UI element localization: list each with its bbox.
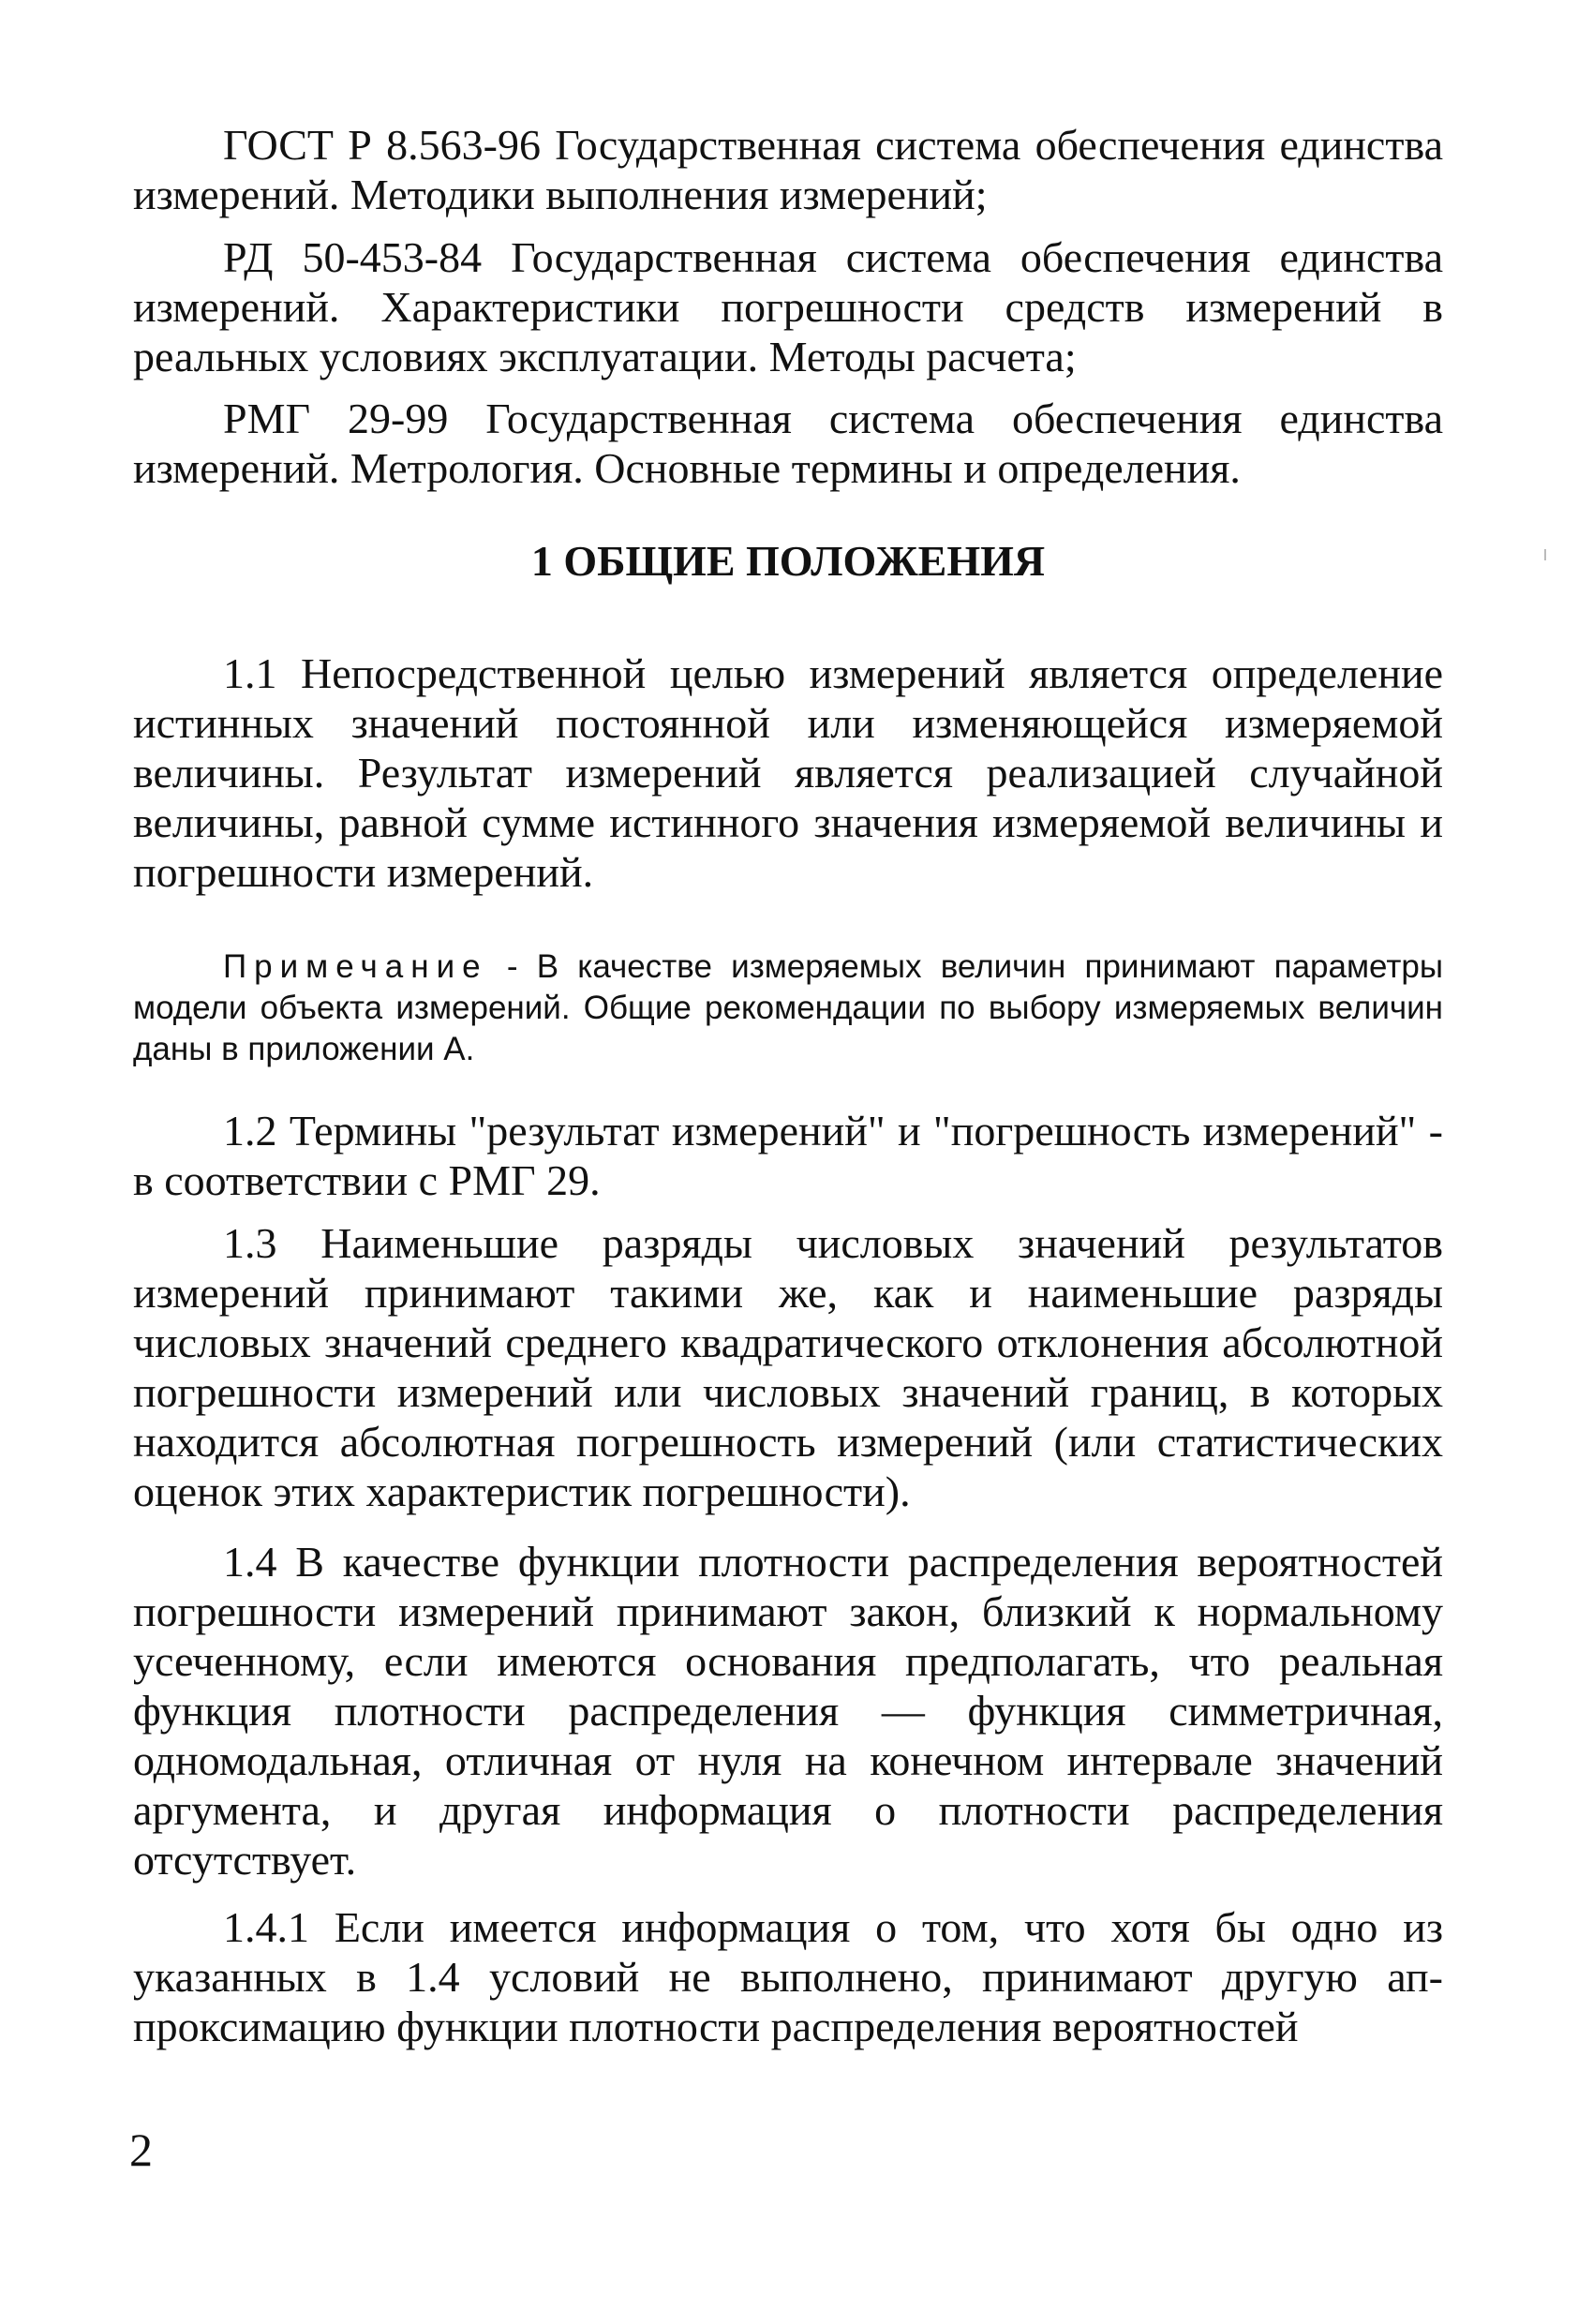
note-label: Примечание bbox=[223, 948, 488, 985]
reference-rmg-29-99: РМГ 29-99 Государственная система обеспечения единства измерений. Метрология. Основные термины и определения. bbox=[133, 395, 1443, 492]
scan-artifact bbox=[1544, 549, 1546, 560]
page-number: 2 bbox=[129, 2123, 153, 2176]
clause-1-4: 1.4 В качестве функции плотности распределения вероятностей погрешности измерений принимают закон, близкий к нормальному усеченному, если имеются основания предполагать, что реальная функция плотности распределения — функция симметричная, одномодальная, отличная от нуля на конечном интервале значений аргумента, и другая информация о плотности распределения отсутствует. bbox=[133, 1538, 1443, 1884]
clause-1-3: 1.3 Наименьшие разряды числовых значений результатов измерений принимают такими же, как и наименьшие разряды числовых значений среднего квадратического отклонения абсолютной погрешности измерений или числовых значений границ, в которых находится абсолютная погрешность измерений (или статистических оценок этих характеристик погрешности). bbox=[133, 1219, 1443, 1515]
note-text: - В качестве измеряемых величин принимают параметры модели объекта измерений. Общие рекомендации по выбору измеряемых величин даны в приложении А. bbox=[133, 948, 1443, 1067]
clause-1-2: 1.2 Термины "результат измерений" и "погрешность измерений" - в соответствии с РМГ 29. bbox=[133, 1107, 1443, 1204]
clause-1-4-1: 1.4.1 Если имеется информация о том, что хотя бы одно из указанных в 1.4 условий не выполнено, принимают другую аппроксимацию функции плотности распределения вероятностей bbox=[133, 1903, 1443, 2050]
reference-gost-r-8-563: ГОСТ Р 8.563-96 Государственная система обеспечения единства измерений. Методики выполнения измерений; bbox=[133, 121, 1443, 218]
reference-rd-50-453: РД 50-453-84 Государственная система обеспечения единства измерений. Характеристики погрешности средств измерений в реальных условиях эксплуатации. Методы расчета; bbox=[133, 233, 1443, 380]
clause-1-1: 1.1 Непосредственной целью измерений является определение истинных значений постоянной или изменяющейся измеряемой величины. Результат измерений является реализацией случайной величины, равной сумме истинного значения измеряемой величины и погрешности измерений. bbox=[133, 649, 1443, 896]
section-title: 1 ОБЩИЕ ПОЛОЖЕНИЯ bbox=[530, 537, 1046, 585]
note-paragraph bbox=[133, 946, 1443, 1070]
